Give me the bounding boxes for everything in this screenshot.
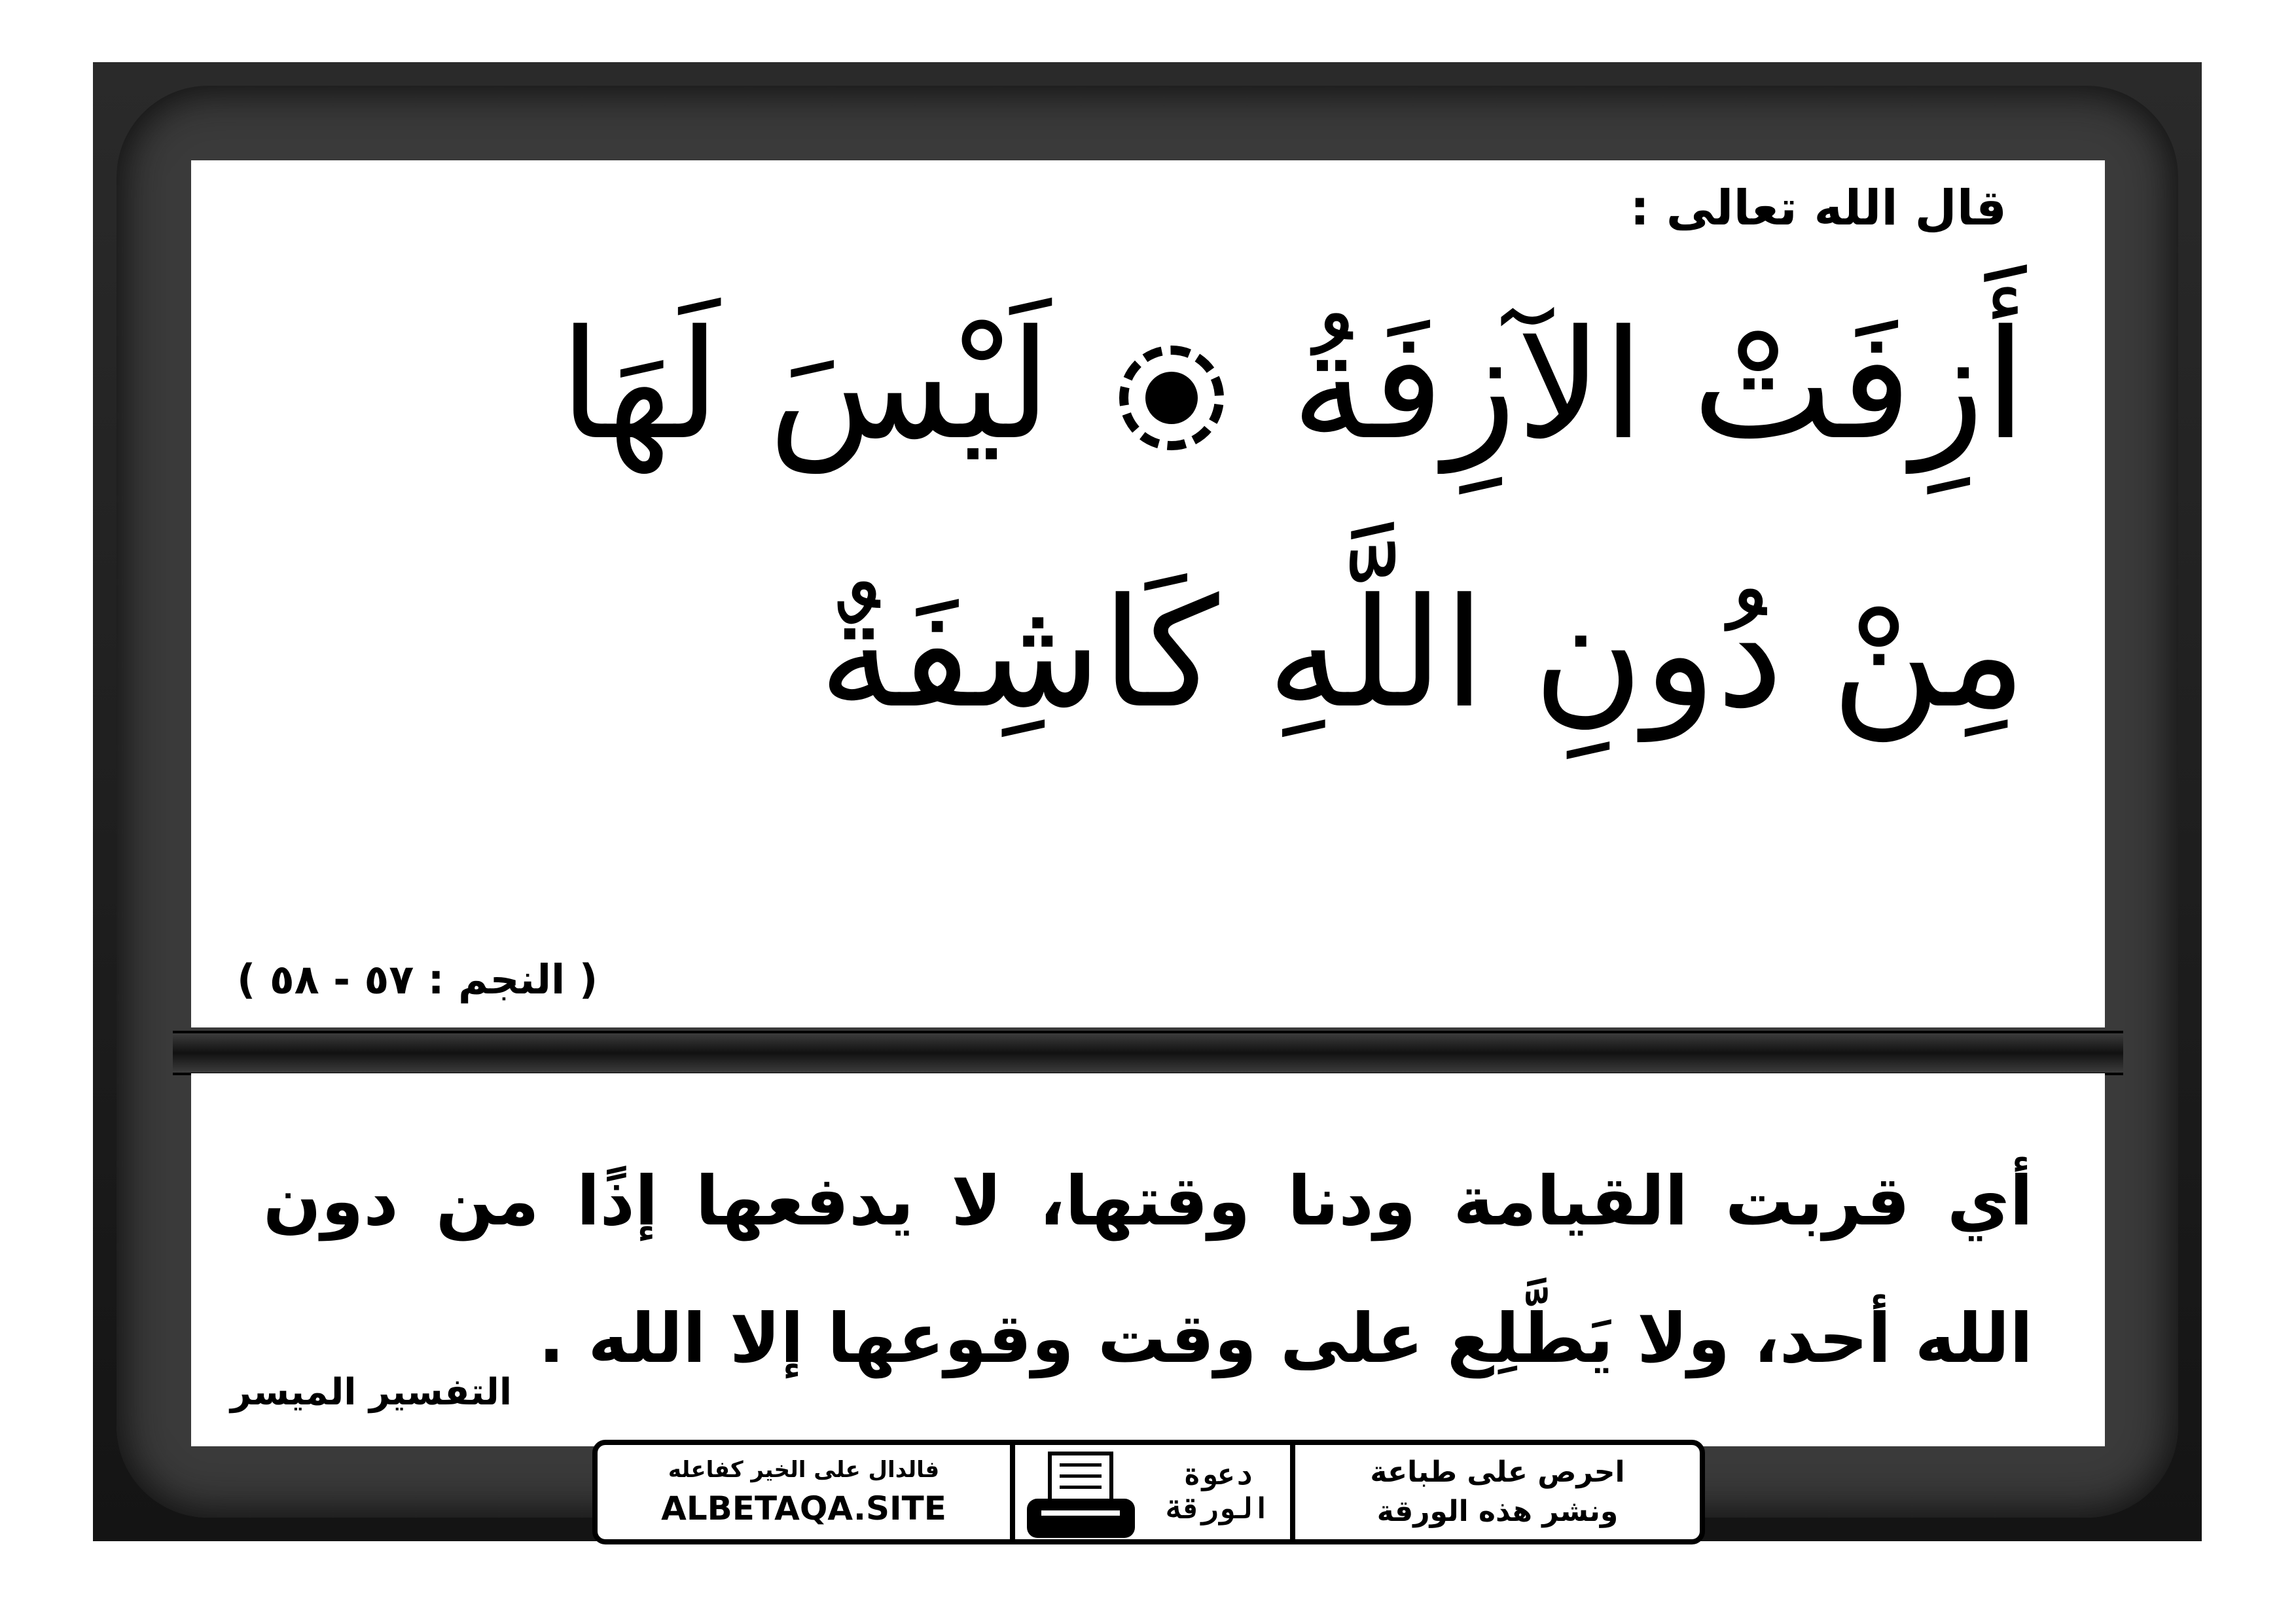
verse-line-2: مِنْ دُونِ اللَّهِ كَاشِفَةٌ: [818, 567, 2026, 741]
intro-text: قال الله تعالى :: [1630, 180, 2007, 236]
footer-note-line-2: ونشر هذه الورقة: [1376, 1495, 1619, 1528]
verse-line-1-right: أَزِفَتْ الآزِفَةُ: [1291, 298, 2026, 473]
printer-icon: [1015, 1445, 1146, 1539]
verse-line-1-left: لَيْسَ لَهَا: [559, 298, 1052, 473]
footer-print-note: [1295, 1445, 1700, 1539]
footer-slogan: فالدال على الخير كفاعله: [668, 1457, 940, 1483]
verse-line-1: [250, 298, 2026, 473]
dawa-logo: [1146, 1445, 1295, 1539]
footer-site-link[interactable]: ALBETAQA.SITE: [661, 1489, 946, 1527]
logo-line-2: الورقة: [1166, 1492, 1270, 1525]
footer-site-block: [598, 1445, 1015, 1539]
footer-note-line-1: احرص على طباعة: [1370, 1455, 1625, 1489]
footer-bar: [592, 1440, 1705, 1544]
panel-divider: [173, 1031, 2123, 1075]
logo-line-1: دعوة: [1183, 1458, 1253, 1491]
tafsir-panel: [191, 1073, 2105, 1446]
tafsir-source: التفسير الميسر: [230, 1371, 512, 1414]
ayah-separator-icon: [1119, 346, 1224, 450]
verse-reference: ( النجم : ٥٧ - ٥٨ ): [237, 955, 598, 1003]
tafsir-text: أي قربت القيامة ودنا وقتها، لا يدفعها إذًا من دون الله أحد، ولا يَطَّلِع على وقت وقوعها إلا الله .: [263, 1161, 2033, 1378]
verse-panel: [191, 160, 2105, 1027]
